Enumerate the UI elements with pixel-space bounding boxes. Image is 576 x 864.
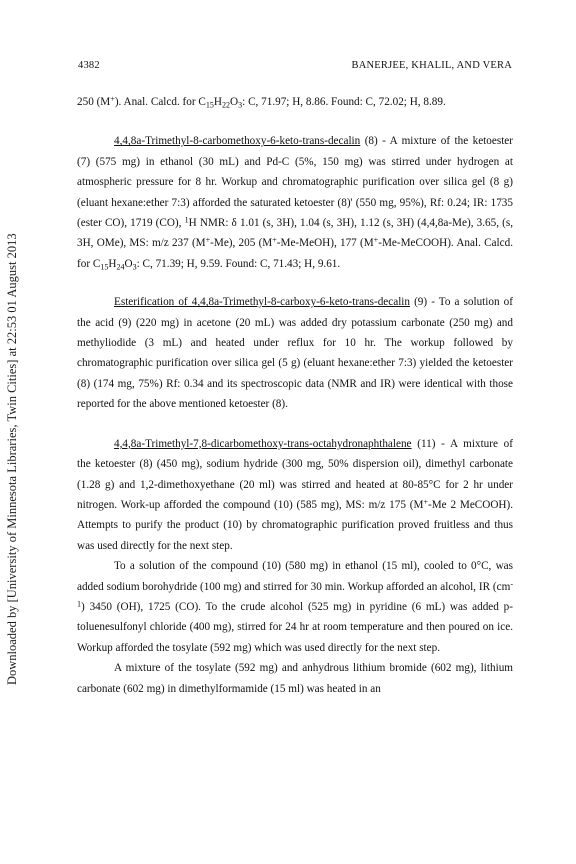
download-watermark — [2, 170, 22, 685]
compound-title-11: 4,4,8a-Trimethyl-7,8-dicarbomethoxy-trans-octahydronaphthalene — [114, 437, 412, 450]
article-body — [77, 92, 513, 699]
paragraph-lithium-bromide: A mixture of the tosylate (592 mg) and anhydrous lithium bromide (602 mg), lithium carbonate (602 mg) in dimethylformamide (15 ml) was heated in an — [77, 662, 513, 695]
page-number: 4382 — [78, 60, 100, 71]
paragraph-ketoester-8: 4,4,8a-Trimethyl-8-carbomethoxy-6-keto-trans-decalin (8) - A mixture of the ketoester (7) (575 mg) in ethanol (30 mL) and Pd-C (5%, 150 mg) was stirred under hydrogen at atmospheric pressure for 8 hr. Workup and chromatographic purification over silica gel (8 g) (eluant hexane:ether 7:3) afforded the saturated ketoester (8)' (550 mg, 95%), Rf: 0.24; IR: 1735 (ester CO), 1719 (CO), $^1$H NMR: δ 1.01 (s, 3H), 1.04 (s, 3H), 1.12 (s, 3H) (4,4,8a-Me), 3.65, (s, 3H, OMe), MS: m/z 237 (M+-Me), 205 (M+-Me-MeOH), 177 (M+-Me-MeCOOH). Anal. Calcd. for $C_{15}H_{24}O_3$: C, 71.39; H, 9.59. Found: C, 71.43; H, 9.61. — [77, 135, 514, 272]
paragraph-esterification-9: Esterification of 4,4,8a-Trimethyl-8-carboxy-6-keto-trans-decalin (9) - To a solution of the acid (9) (220 mg) in acetone (20 mL) was added dry potassium carbonate (250 mg) and methyliodide (3 mL) and heated under reflux for 10 hr. The workup followed by chromatographic purification over silica gel (5 g) (eluant hexane:ether 7:3) yielded the ketoester (8) (174 mg, 75%) Rf: 0.34 and its spectroscopic data (NMR and IR) were identical with those reported for the above mentioned ketoester (8). — [77, 296, 513, 411]
paragraph-analysis-continuation: 250 (M+). Anal. Calcd. for $C_{15}H_{22}O_3$: C, 71.97; H, 8.86. Found: C, 72.02; H, 8.89. — [77, 94, 446, 110]
compound-title-9: Esterification of 4,4,8a-Trimethyl-8-carboxy-6-keto-trans-decalin — [114, 296, 411, 309]
page-header — [78, 60, 512, 76]
download-watermark-text: Downloaded by [University of Minnesota Libraries, Twin Cities] at 22:53 01 August 2013 — [5, 233, 19, 685]
paragraph-compound-11: 4,4,8a-Trimethyl-7,8-dicarbomethoxy-trans-octahydronaphthalene (11) - A mixture of the ketoester (8) (450 mg), sodium hydride (300 mg, 50% dispersion oil), dimethyl carbonate (1.28 g) and 1,2-dimethoxyethane (20 ml) was stirred and heated at 80-85°C for 2 hr under nitrogen. Work-up afforded the compound (10) (585 mg), MS: m/z 175 (M+-Me 2 MeCOOH). Attempts to purify the product (10) by chromatographic purification proved fruitless and thus was used directly for the next step. — [77, 437, 514, 552]
paragraph-reduction-tosylate: To a solution of the compound (10) (580 mg) in ethanol (15 ml), cooled to 0°C, was added sodium borohydride (100 mg) and stirred for 30 min. Workup afforded an alcohol, IR $(cm^{-1})$ 3450 (OH), 1725 (CO). To the crude alcohol (525 mg) in pyridine (6 mL) was added p-toluenesulfonyl chloride (400 mg), stirred for 24 hr at room temperature and then poured on ice. Workup afforded the tosylate (592 mg) which was used directly for the next step. — [77, 560, 513, 654]
running-head: BANERJEE, KHALIL, AND VERA — [351, 60, 512, 71]
compound-title-8: 4,4,8a-Trimethyl-8-carbomethoxy-6-keto-trans-decalin — [114, 135, 361, 148]
